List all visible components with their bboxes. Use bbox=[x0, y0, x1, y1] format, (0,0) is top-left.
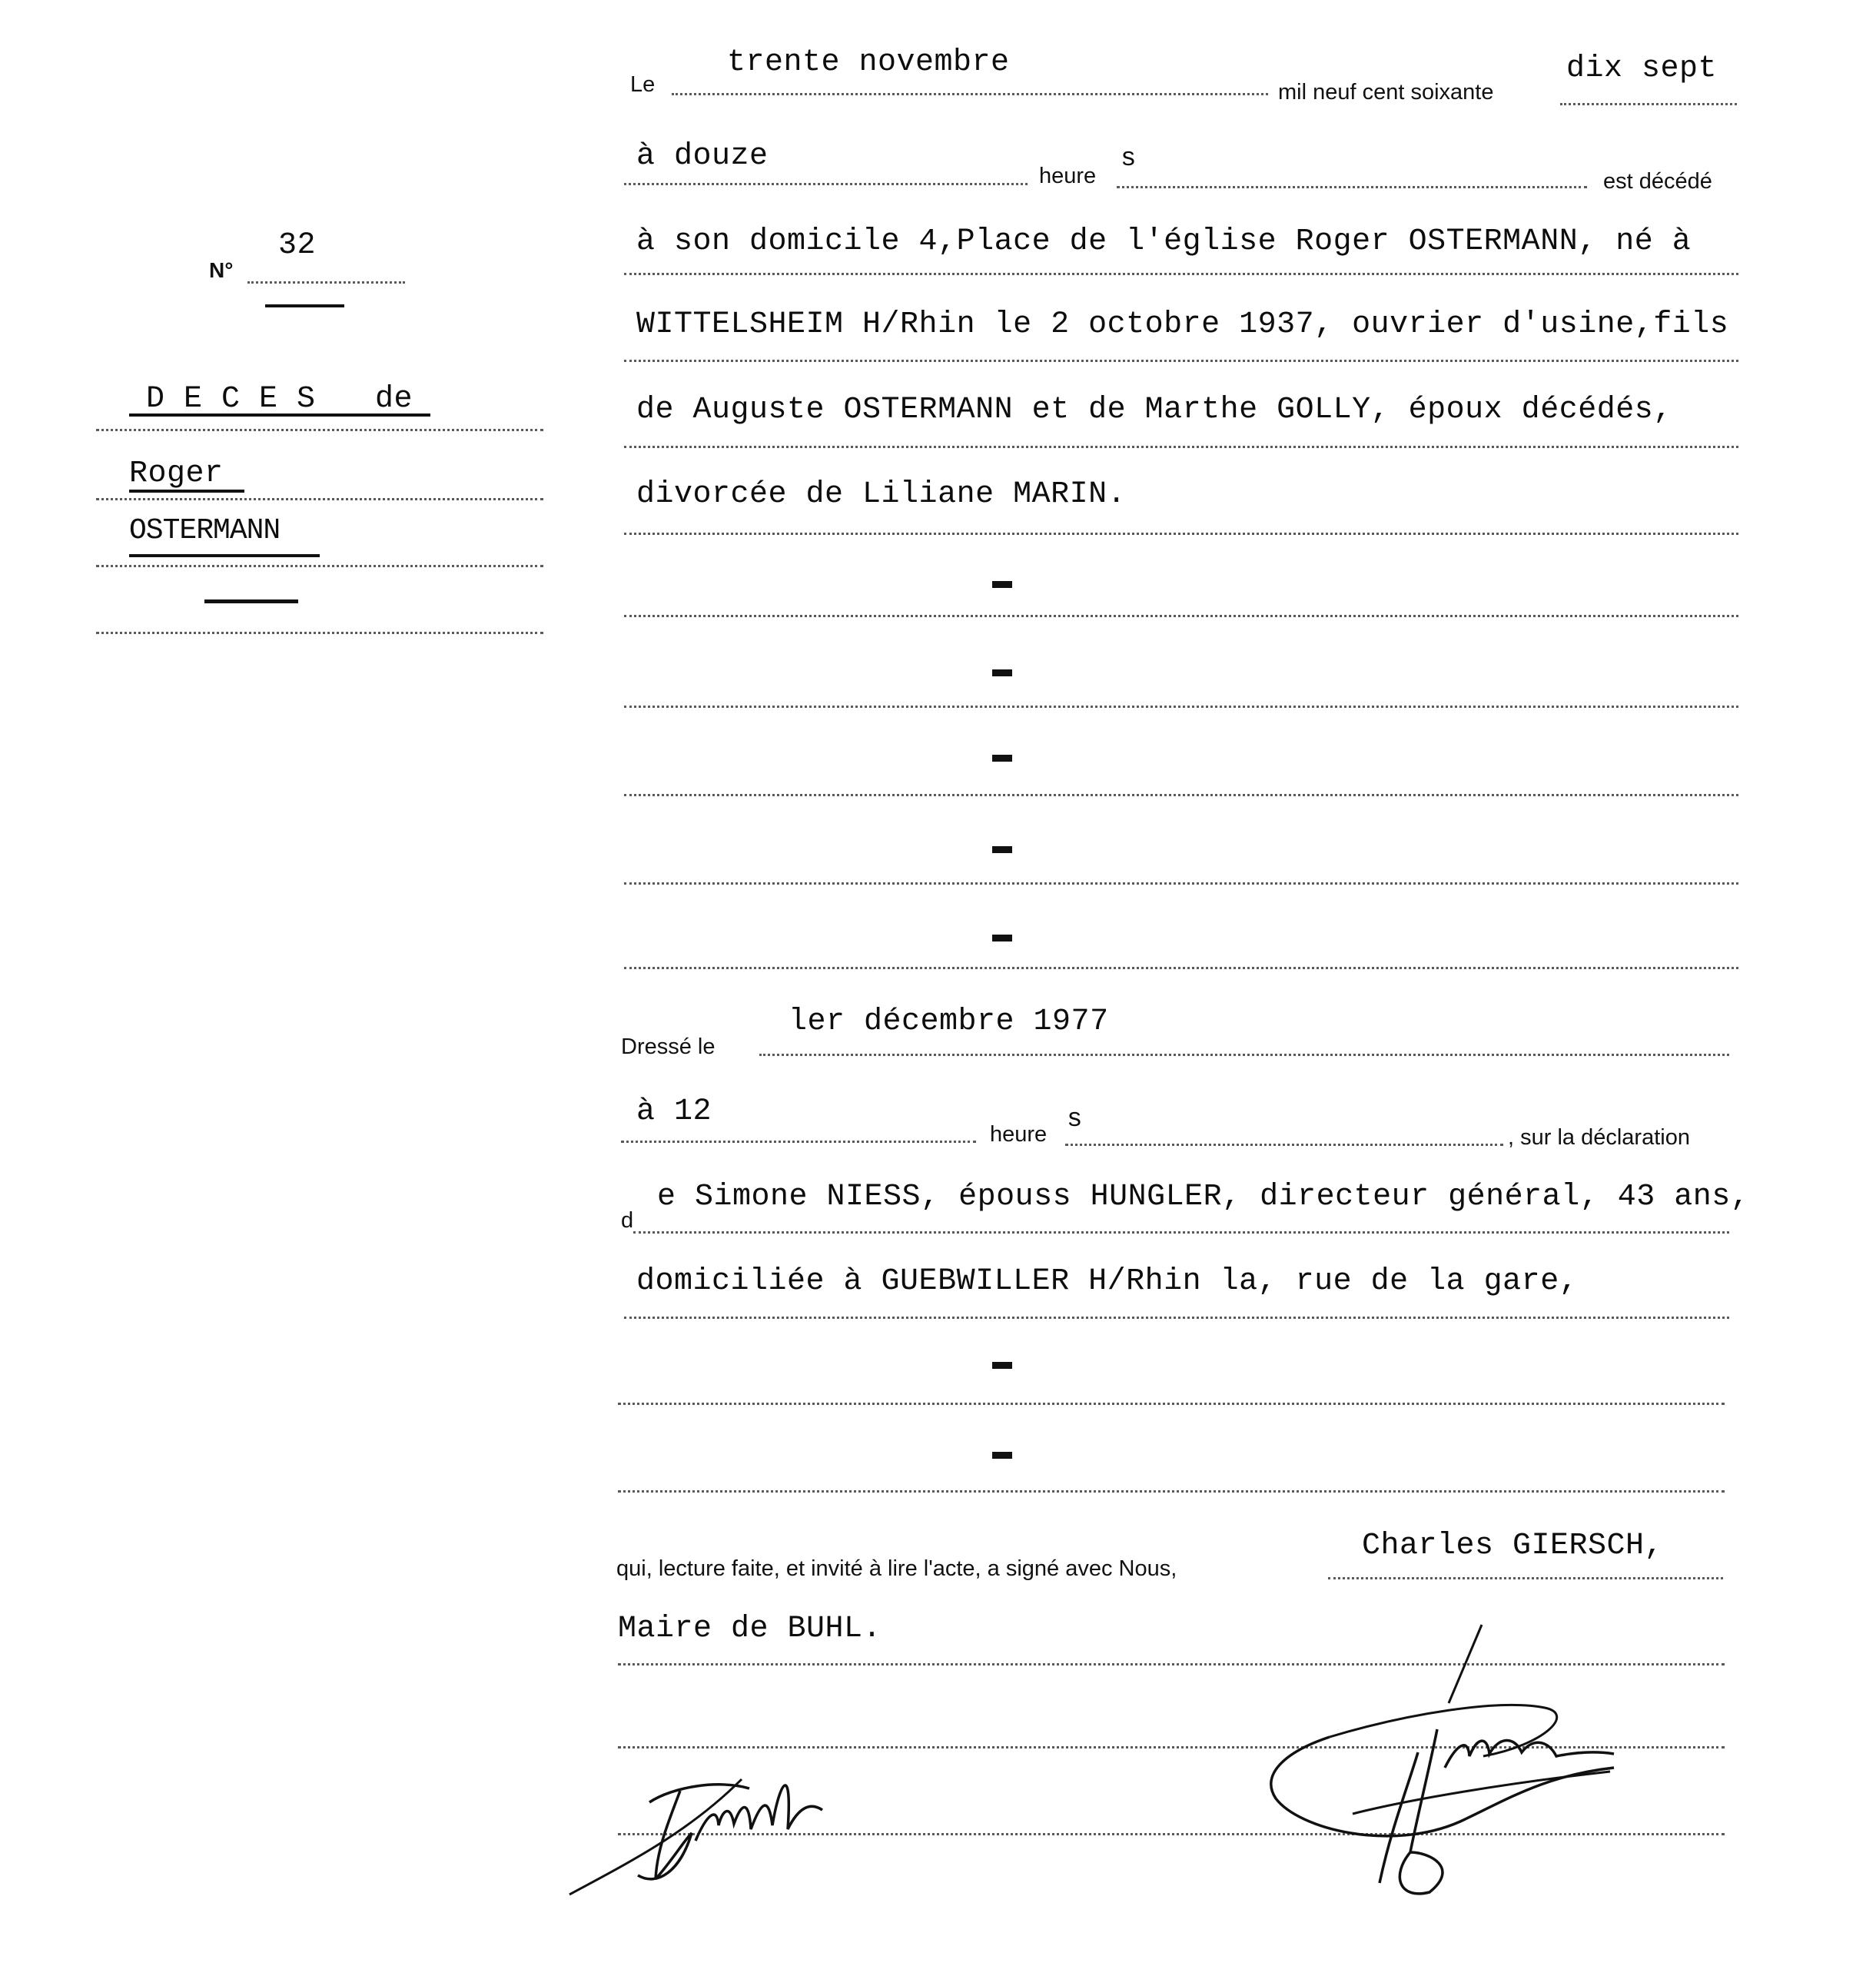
number-label: N° bbox=[209, 258, 234, 282]
record-line-4: divorcée de Liliane MARIN. bbox=[636, 477, 1127, 512]
margin-separator bbox=[204, 599, 298, 603]
line-7 bbox=[624, 794, 1738, 796]
line-4 bbox=[624, 533, 1738, 535]
filler-dash-2 bbox=[992, 669, 1012, 676]
line-3 bbox=[624, 446, 1738, 448]
label-sur-la-declaration: , sur la déclaration bbox=[1508, 1125, 1690, 1150]
line-6 bbox=[624, 706, 1738, 708]
death-hour-plural: s bbox=[1121, 144, 1137, 174]
death-year-suffix: dix sept bbox=[1566, 51, 1718, 86]
line-decl-2 bbox=[624, 1317, 1729, 1319]
record-line-1: à son domicile 4,Place de l'église Roger OSTERMANN, né à bbox=[636, 224, 1692, 259]
drawn-up-hour: à 12 bbox=[636, 1094, 712, 1129]
line-decl-3 bbox=[618, 1403, 1725, 1405]
filler-dash-4 bbox=[992, 846, 1012, 853]
margin-line-4 bbox=[96, 632, 543, 634]
officer-name: Charles GIERSCH, bbox=[1362, 1529, 1664, 1563]
number-line bbox=[247, 281, 405, 284]
officer-signature bbox=[1253, 1622, 1622, 1898]
record-number: 32 bbox=[278, 228, 317, 263]
declarant-signature bbox=[565, 1733, 872, 1902]
line-1 bbox=[624, 273, 1738, 275]
filler-dash-1 bbox=[992, 581, 1012, 588]
number-underline bbox=[265, 304, 344, 307]
line-dresse-hour bbox=[621, 1141, 976, 1143]
margin-line-1 bbox=[96, 429, 543, 431]
first-name-underline bbox=[129, 490, 244, 493]
margin-line-3 bbox=[96, 565, 543, 567]
death-hour: à douze bbox=[636, 139, 769, 174]
line-5 bbox=[624, 615, 1738, 617]
record-line-2: WITTELSHEIM H/Rhin le 2 octobre 1937, ouvrier d'usine,fils bbox=[636, 307, 1729, 342]
deceased-last-name: OSTERMANN bbox=[129, 514, 281, 547]
filler-dash-5 bbox=[992, 935, 1012, 941]
line-year bbox=[1560, 103, 1737, 105]
line-officer bbox=[1328, 1577, 1723, 1579]
deces-underline bbox=[129, 413, 430, 417]
declarant-line-2: domiciliée à GUEBWILLER H/Rhin la, rue de la gare, bbox=[636, 1264, 1579, 1299]
deces-heading: D E C E S bbox=[146, 382, 316, 417]
line-2 bbox=[624, 360, 1738, 362]
filler-dash-7 bbox=[992, 1452, 1012, 1459]
line-dresse bbox=[759, 1054, 1729, 1056]
declarant-line-1: e Simone NIESS, épouss HUNGLER, directeur général, 43 ans, bbox=[657, 1180, 1750, 1214]
label-d: d bbox=[621, 1208, 634, 1233]
last-name-underline bbox=[129, 554, 320, 557]
line-8 bbox=[624, 882, 1738, 885]
label-qui-lecture: qui, lecture faite, et invité à lire l'acte, a signé avec Nous, bbox=[616, 1556, 1177, 1581]
filler-dash-6 bbox=[992, 1362, 1012, 1369]
deces-de: de bbox=[375, 382, 413, 417]
line-day-month bbox=[672, 93, 1268, 95]
record-line-3: de Auguste OSTERMANN et de Marthe GOLLY, époux décédés, bbox=[636, 393, 1672, 427]
label-le: Le bbox=[630, 72, 656, 97]
margin-line-2 bbox=[96, 498, 543, 500]
line-decl-1 bbox=[633, 1231, 1729, 1234]
drawn-up-hour-plural: s bbox=[1067, 1105, 1083, 1134]
drawn-up-date: ler décembre 1977 bbox=[789, 1005, 1109, 1039]
line-decl-4 bbox=[618, 1490, 1725, 1493]
line-9 bbox=[624, 967, 1738, 969]
filler-dash-3 bbox=[992, 755, 1012, 762]
line-minutes bbox=[1117, 186, 1587, 188]
mayor-title: Maire de BUHL. bbox=[618, 1612, 882, 1646]
label-heure: heure bbox=[1039, 164, 1097, 188]
line-hour bbox=[624, 183, 1028, 185]
label-mil-neuf-cent-soixante: mil neuf cent soixante bbox=[1278, 80, 1494, 105]
label-heure-2: heure bbox=[990, 1122, 1048, 1147]
label-dresse-le: Dressé le bbox=[621, 1034, 716, 1059]
line-dresse-minutes bbox=[1065, 1144, 1503, 1146]
label-est-decede: est décédé bbox=[1603, 169, 1712, 194]
death-day-month: trente novembre bbox=[727, 45, 1010, 80]
deceased-first-name: Roger bbox=[129, 457, 224, 491]
